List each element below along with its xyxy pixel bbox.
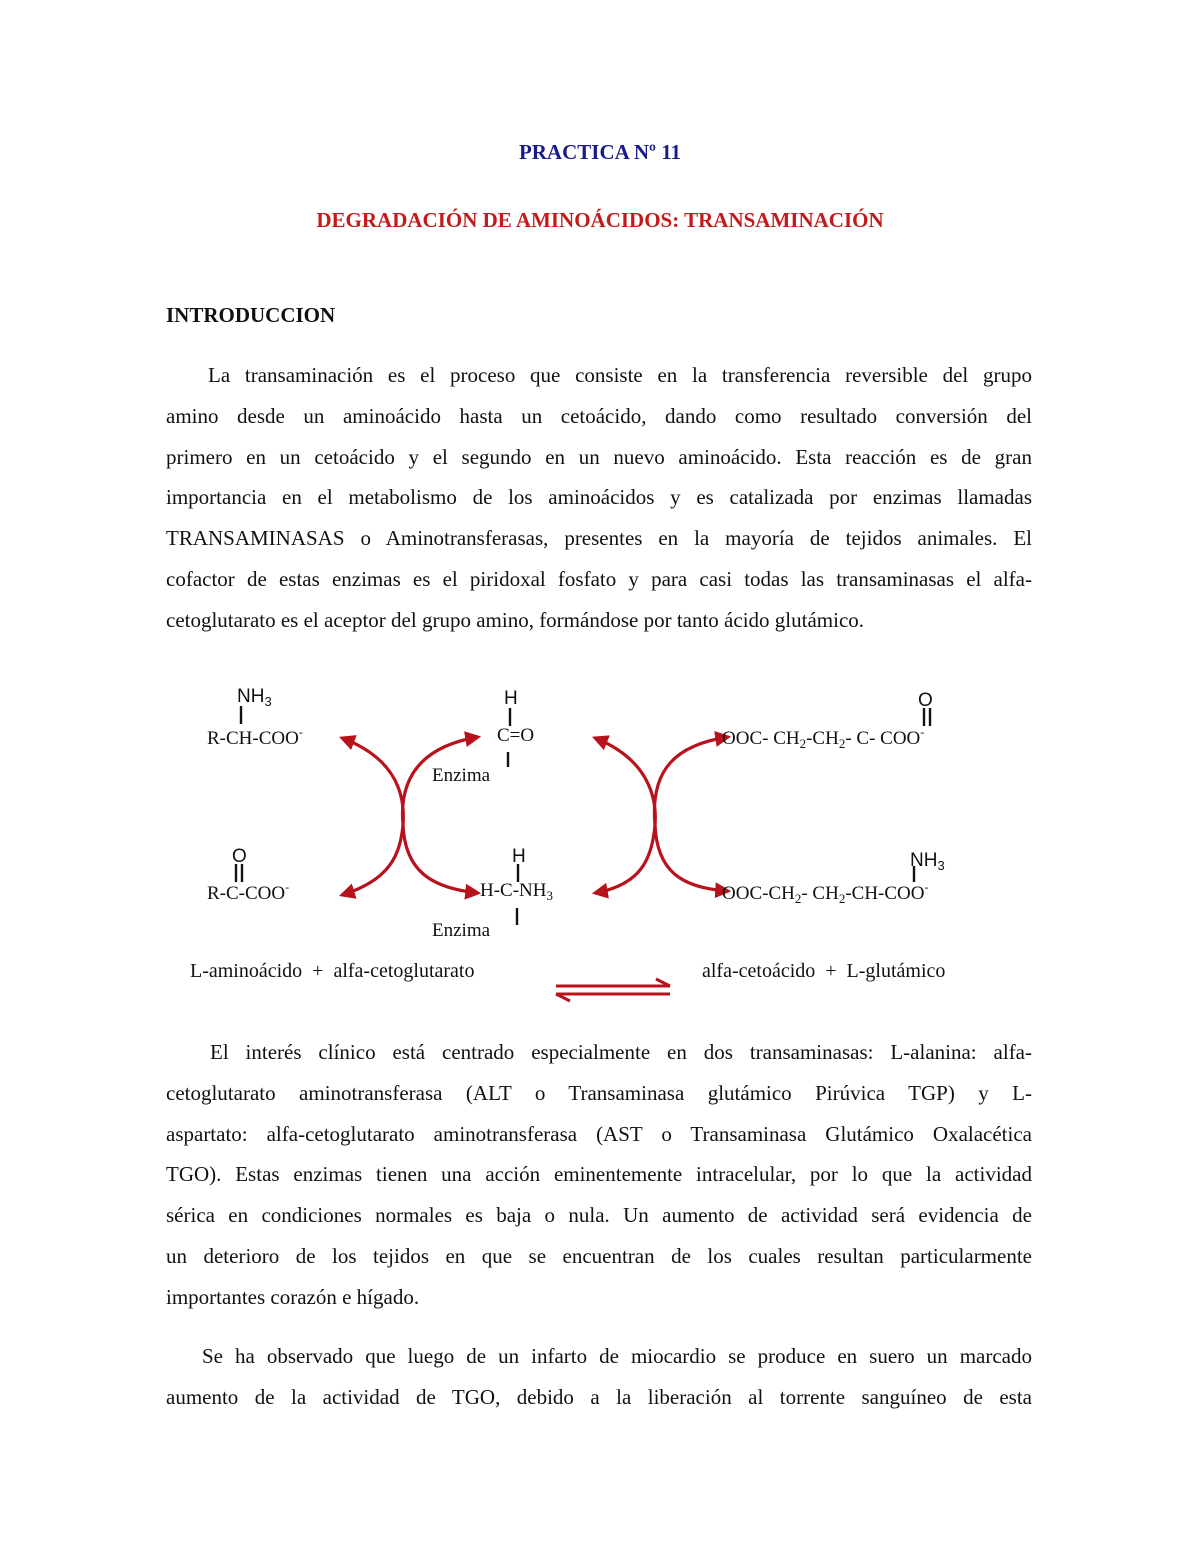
section-heading-introduccion: INTRODUCCION — [166, 303, 336, 327]
l-glutamate-formula: OOC-$CH_2-$ $CH_2-CH-COO^-$ — [722, 880, 929, 906]
paragraph-line: TGO). Estas enzimas tienen una acción eminentemente intracelular, por lo que la actividad — [166, 1162, 1032, 1187]
paragraph-line: Se ha observado que luego de un infarto de miocardio se produce en suero un marcado — [202, 1344, 1032, 1368]
practice-title: PRACTICA Nº 11 — [518, 140, 682, 164]
l-aminoacid-formula: R-CH-COO- — [207, 725, 303, 749]
oxygen-label: O — [232, 846, 247, 867]
paragraph-line: importancia en el metabolismo de los aminoácidos y es catalizada por enzimas llamadas — [166, 485, 1032, 510]
equation-products: alfa-cetoácido + L-glutámico — [702, 960, 946, 982]
alpha-ketoglutarate-formula: OOC- $CH_2-CH_2-$ C- COO- — [722, 725, 925, 751]
paragraph-line: importantes corazón e hígado. — [166, 1284, 420, 1309]
paragraph-line: cofactor de estas enzimas es el piridoxal fosfato y para casi todas las transaminasas el alfa- — [166, 566, 1032, 591]
amino-group-label: $NH_3$ — [237, 686, 272, 709]
paragraph-line: cetoglutarato aminotransferasa (ALT o Transaminasa glutámico Pirúvica TGP) y L- — [166, 1080, 1032, 1105]
hydrogen-label: H — [504, 688, 518, 709]
alpha-ketoacid-formula: R-C-COO- — [207, 880, 290, 904]
curved-arrow-right-bottom — [595, 825, 655, 893]
paragraph-line: amino desde un aminoácido hasta un cetoácido, dando como resultado conversión del — [166, 403, 1032, 428]
curved-arrow-far-bottom — [655, 825, 728, 891]
curved-arrow-left-bottom — [342, 825, 403, 895]
paragraph-clinical-interest — [166, 1032, 1032, 1318]
paragraph-line: sérica en condiciones normales es baja o nula. Un aumento de actividad será evidencia de — [166, 1203, 1032, 1228]
curved-arrow-far-top — [654, 737, 728, 825]
paragraph-line: TRANSAMINASAS o Aminotransferasas, presentes en la mayoría de tejidos animales. El — [166, 526, 1032, 551]
curved-arrow-mid-bottom — [403, 825, 478, 893]
paragraph-myocardial-infarction — [166, 1336, 1032, 1418]
paragraph-line: un deterioro de los tejidos en que se encuentran de los cuales resultan particularmente — [166, 1243, 1032, 1268]
curved-arrow-right-top — [595, 738, 655, 825]
hydrogen-label: H — [512, 846, 526, 867]
paragraph-line: aspartato: alfa-cetoglutarato aminotransferasa (AST o Transaminasa Glutámico Oxalacética — [166, 1121, 1032, 1146]
oxygen-label: O — [918, 690, 933, 711]
paragraph-line: aumento de la actividad de TGO, debido a la liberación al torrente sanguíneo de esta — [166, 1384, 1032, 1409]
paragraph-line: primero en un cetoácido y el segundo en un nuevo aminoácido. Esta reacción es de gran — [166, 444, 1032, 469]
paragraph-line: El interés clínico está centrado especialmente en dos transaminasas: L-alanina: alfa- — [210, 1040, 1032, 1064]
enzyme-label-top: Enzima — [432, 765, 491, 786]
pyridoxamine-formula: $H-C-NH_3$ — [480, 880, 553, 903]
document-subtitle: DEGRADACIÓN DE AMINOÁCIDOS: TRANSAMINACIÓN — [316, 208, 884, 232]
amino-group-label: $NH_3$ — [910, 850, 945, 873]
paragraph-line: cetoglutarato es el aceptor del grupo amino, formándose por tanto ácido glutámico. — [166, 607, 865, 632]
pyridoxal-aldehyde-formula: C=O — [497, 725, 535, 746]
equation-reactants: L-aminoácido + alfa-cetoglutarato — [190, 960, 475, 982]
paragraph-line: La transaminación es el proceso que consiste en la transferencia reversible del grupo — [208, 363, 1032, 387]
enzyme-label-bottom: Enzima — [432, 920, 491, 941]
curved-arrow-left-top — [342, 738, 403, 825]
equilibrium-arrow — [556, 979, 670, 1001]
